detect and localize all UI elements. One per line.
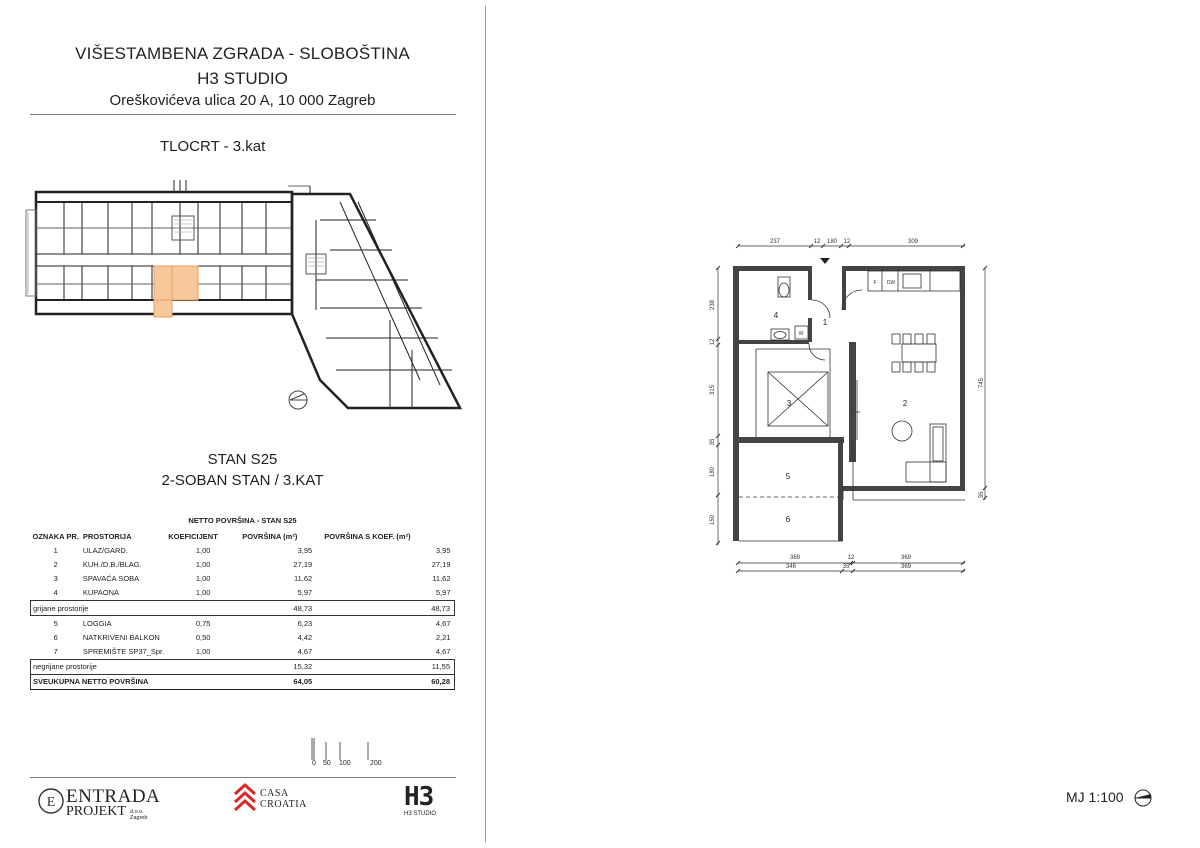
entrada-subtext: d.o.o. Zagreb — [130, 809, 148, 821]
scale-label: MJ 1:100 — [1066, 789, 1124, 805]
table-caption: NETTO POVRŠINA - STAN S25 — [188, 516, 297, 525]
apartment-name: STAN S25 — [207, 451, 278, 468]
table-row: 2 KUH./D.B./BLAG. 1,00 27,19 27,19 — [53, 559, 451, 569]
dim-label: 369 — [900, 564, 912, 570]
table-row: 6 NATKRIVENI BALKON 0,50 4,42 2,21 — [53, 632, 451, 642]
entrada-emblem-icon — [36, 786, 66, 816]
room-number: 4 — [773, 311, 779, 320]
entrada-text: ENTRADA — [66, 786, 161, 807]
washer-label: W — [798, 331, 804, 337]
dim-label: 35 — [842, 564, 850, 570]
dim-label: 180 — [710, 466, 716, 478]
dim-label: 237 — [769, 239, 781, 245]
scale-label: 0 — [312, 760, 316, 767]
table-row: 1 ULAZ/GARD. 1,00 3,95 3,95 — [53, 545, 451, 555]
table-row: 7 SPREMIŠTE SP37_Spr. 1,00 4,67 4,67 — [53, 647, 451, 657]
dim-label: 12 — [813, 239, 821, 245]
room-number: 6 — [785, 515, 791, 524]
table-row: 5 LOGGIA 0,75 6,23 4,67 — [53, 618, 451, 628]
subtotal-row: grijane prostorije 48,73 48,73 — [31, 600, 455, 615]
svg-text:E: E — [46, 795, 56, 810]
dim-label: 35 — [979, 491, 985, 499]
floor-plan — [700, 230, 1000, 575]
north-arrow-icon — [1131, 788, 1155, 808]
header-divider — [30, 114, 456, 115]
dim-label: 369 — [789, 555, 801, 561]
dim-label: 180 — [826, 239, 838, 245]
key-plan — [20, 180, 465, 415]
croatia-text: CROATIA — [260, 799, 307, 810]
room-number: 5 — [785, 472, 791, 481]
apartment-type: 2-SOBAN STAN / 3.KAT — [161, 472, 324, 489]
projekt-text: PROJEKT — [66, 804, 126, 819]
dim-label: 12 — [710, 338, 716, 346]
h3-studio-logo — [400, 782, 450, 822]
floor-label: TLOCRT - 3.kat — [160, 138, 266, 155]
col-header: OZNAKA PR. — [32, 531, 79, 541]
dim-label: 238 — [710, 299, 716, 311]
panel-divider — [485, 6, 486, 842]
table-row: 3 SPAVAĆA SOBA 1,00 11,62 11,62 — [53, 574, 451, 584]
subtotal-row: negrijane prostorije 15,32 11,55 — [31, 659, 455, 674]
dim-label: 745 — [979, 377, 985, 389]
col-header: KOEFICIJENT — [168, 531, 218, 541]
casa-croatia-logo — [232, 782, 322, 818]
dim-label: 35 — [710, 438, 716, 446]
dim-label: 315 — [710, 384, 716, 396]
footer-divider — [30, 777, 456, 778]
scale-bar — [308, 736, 388, 760]
scale-label: 200 — [370, 760, 382, 767]
room-number: 1 — [822, 318, 828, 327]
studio-name: H3 STUDIO — [197, 69, 288, 88]
h3-subtext: H3 STUDIO — [404, 811, 437, 817]
table-header — [31, 529, 455, 543]
casa-croatia-icon — [232, 782, 258, 816]
dim-label: 12 — [847, 555, 855, 561]
col-header: POVRŠINA S KOEF. (m²) — [324, 531, 411, 541]
col-header: PROSTORIJA — [82, 531, 132, 541]
dim-label: 12 — [843, 239, 851, 245]
entrada-logo — [36, 786, 161, 838]
dim-label: 309 — [907, 239, 919, 245]
scale-label: 100 — [339, 760, 351, 767]
dim-label: 346 — [785, 564, 797, 570]
address: Oreškovićeva ulica 20 A, 10 000 Zagreb — [109, 92, 376, 109]
project-title: VIŠESTAMBENA ZGRADA - SLOBOŠTINA — [75, 44, 410, 63]
scale-label: 50 — [323, 760, 331, 767]
highlighted-unit — [154, 266, 198, 300]
dishwasher-label: DW — [886, 280, 896, 286]
room-number: 2 — [902, 399, 908, 408]
casa-text: CASA — [260, 788, 289, 799]
total-row: SVEUKUPNA NETTO POVRŠINA 64,05 60,28 — [31, 674, 455, 689]
dim-label: 150 — [710, 514, 716, 526]
dim-label: 369 — [900, 555, 912, 561]
col-header: POVRŠINA (m²) — [242, 531, 298, 541]
fridge-label: F — [873, 280, 877, 286]
h3-mark: H3 — [404, 782, 434, 812]
area-table — [30, 516, 455, 690]
table-row: 4 KUPAONA 1,00 5,97 5,97 — [53, 588, 451, 598]
room-number: 3 — [786, 399, 792, 408]
